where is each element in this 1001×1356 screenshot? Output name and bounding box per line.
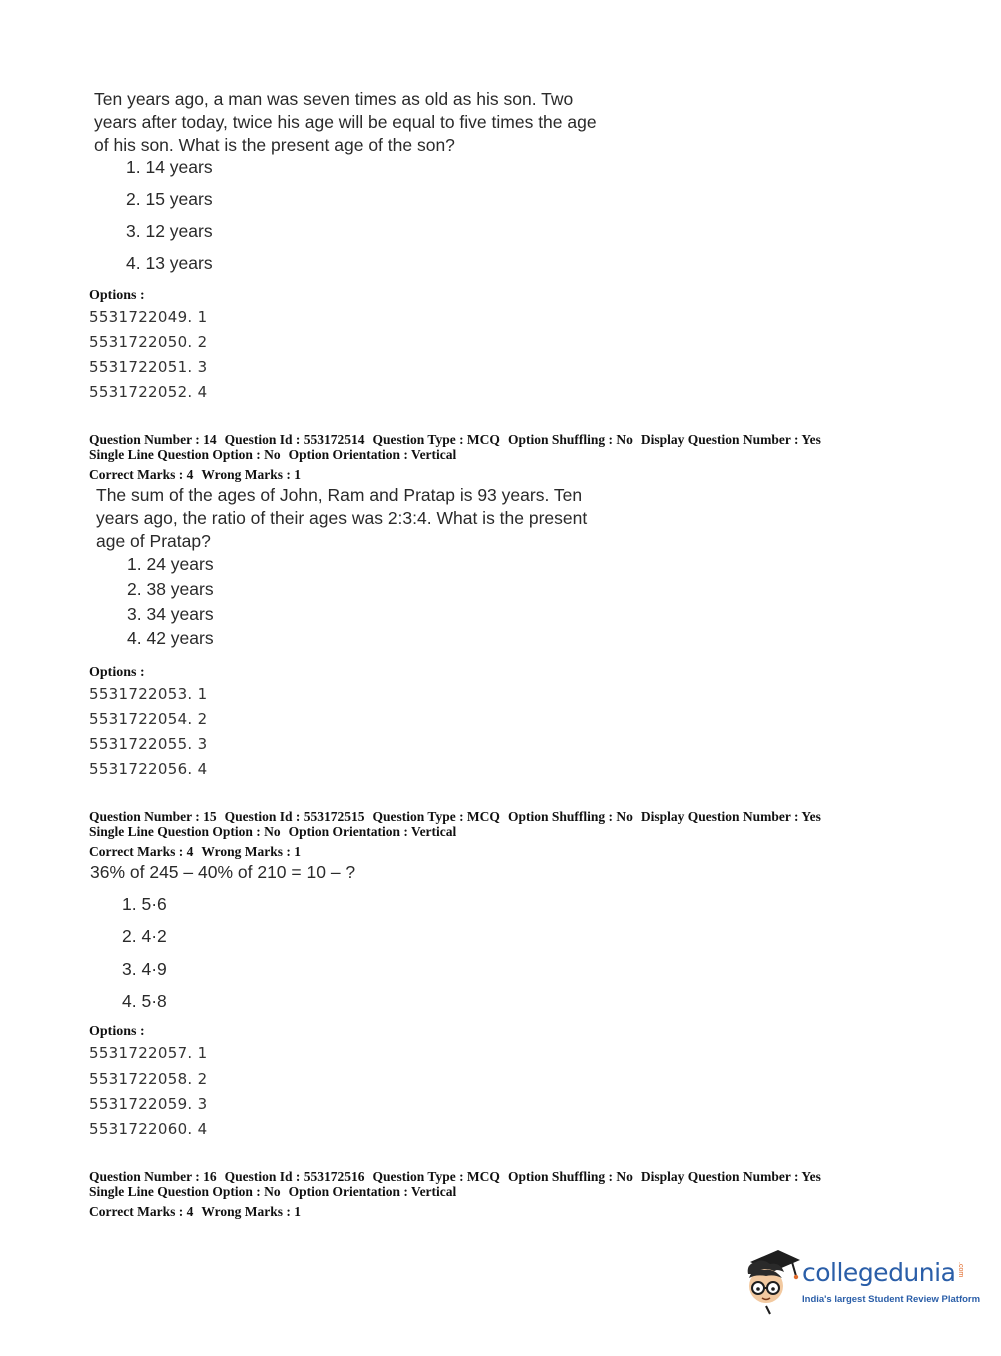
question-meta-line1 xyxy=(89,809,829,824)
choice-1: 1. 14 years xyxy=(126,157,213,177)
meta-item: Wrong Marks : 1 xyxy=(201,844,301,859)
meta-item: Display Question Number : Yes xyxy=(640,432,821,447)
meta-item: Question Id : 553172515 xyxy=(224,809,365,824)
choice-4: 4. 13 years xyxy=(126,253,213,273)
option-id: 5531722052. 4 xyxy=(89,383,208,401)
option-id: 5531722055. 3 xyxy=(89,735,208,753)
meta-item: Option Shuffling : No xyxy=(507,809,633,824)
choice-2: 2. 38 years xyxy=(127,579,214,599)
question-meta-line2 xyxy=(89,1184,464,1199)
choice-2: 2. 15 years xyxy=(126,189,213,209)
option-id: 5531722054. 2 xyxy=(89,710,208,728)
meta-item: Option Shuffling : No xyxy=(507,432,633,447)
meta-item: Option Shuffling : No xyxy=(507,1169,633,1184)
collegedunia-logo[interactable] xyxy=(740,1248,981,1318)
meta-item: Correct Marks : 4 xyxy=(89,844,194,859)
choice-3: 3. 12 years xyxy=(126,221,213,241)
option-id: 5531722060. 4 xyxy=(89,1120,208,1138)
logo-suffix: .com xyxy=(957,1262,964,1278)
choice-2: 2. 4·2 xyxy=(122,926,167,946)
meta-item: Option Orientation : Vertical xyxy=(288,824,457,839)
meta-item: Single Line Question Option : No xyxy=(89,824,281,839)
choice-1: 1. 5·6 xyxy=(122,894,167,914)
options-label: Options : xyxy=(89,1024,145,1039)
option-id: 5531722049. 1 xyxy=(89,308,208,326)
meta-item: Wrong Marks : 1 xyxy=(201,467,301,482)
option-id: 5531722059. 3 xyxy=(89,1095,208,1113)
choice-1: 1. 24 years xyxy=(127,554,214,574)
logo-tagline: India's largest Student Review Platform xyxy=(802,1294,981,1305)
meta-item: Question Number : 16 xyxy=(89,1169,217,1184)
option-id: 5531722056. 4 xyxy=(89,760,208,778)
meta-item: Question Type : MCQ xyxy=(372,432,500,447)
choice-4: 4. 5·8 xyxy=(122,991,167,1011)
meta-item: Question Type : MCQ xyxy=(372,809,500,824)
meta-item: Display Question Number : Yes xyxy=(640,1169,821,1184)
options-label: Options : xyxy=(89,288,145,303)
meta-item: Question Id : 553172516 xyxy=(224,1169,365,1184)
question-marks xyxy=(89,1204,309,1219)
option-id: 5531722058. 2 xyxy=(89,1070,208,1088)
question-marks xyxy=(89,844,309,859)
meta-item: Question Id : 553172514 xyxy=(224,432,365,447)
choice-3: 3. 34 years xyxy=(127,604,214,624)
meta-item: Question Type : MCQ xyxy=(372,1169,500,1184)
option-id: 5531722057. 1 xyxy=(89,1044,208,1062)
question-meta-line1 xyxy=(89,1169,829,1184)
question-text: The sum of the ages of John, Ram and Pratap is 93 years. Ten years ago, the ratio of their ages was 2:3:4. What is the present age of Pratap? xyxy=(96,485,588,551)
question-meta-line1 xyxy=(89,432,829,447)
option-id: 5531722051. 3 xyxy=(89,358,208,376)
meta-item: Question Number : 14 xyxy=(89,432,217,447)
question-marks xyxy=(89,467,309,482)
meta-item: Wrong Marks : 1 xyxy=(201,1204,301,1219)
meta-item: Single Line Question Option : No xyxy=(89,1184,281,1199)
meta-item: Question Number : 15 xyxy=(89,809,217,824)
meta-item: Display Question Number : Yes xyxy=(640,809,821,824)
question-text: 36% of 245 – 40% of 210 = 10 – ? xyxy=(90,862,356,882)
meta-item: Option Orientation : Vertical xyxy=(288,447,457,462)
choice-4: 4. 42 years xyxy=(127,628,214,648)
option-id: 5531722053. 1 xyxy=(89,685,208,703)
option-id: 5531722050. 2 xyxy=(89,333,208,351)
question-text: Ten years ago, a man was seven times as old as his son. Two years after today, twice his age will be equal to five times the age of his son. What is the present age of the son? xyxy=(94,89,597,155)
meta-item: Single Line Question Option : No xyxy=(89,447,281,462)
mascot-icon xyxy=(740,1248,802,1316)
options-label: Options : xyxy=(89,665,145,680)
logo-wordmark: collegedunia xyxy=(802,1258,956,1287)
meta-item: Option Orientation : Vertical xyxy=(288,1184,457,1199)
meta-item: Correct Marks : 4 xyxy=(89,467,194,482)
question-meta-line2 xyxy=(89,447,464,462)
question-meta-line2 xyxy=(89,824,464,839)
meta-item: Correct Marks : 4 xyxy=(89,1204,194,1219)
choice-3: 3. 4·9 xyxy=(122,959,167,979)
